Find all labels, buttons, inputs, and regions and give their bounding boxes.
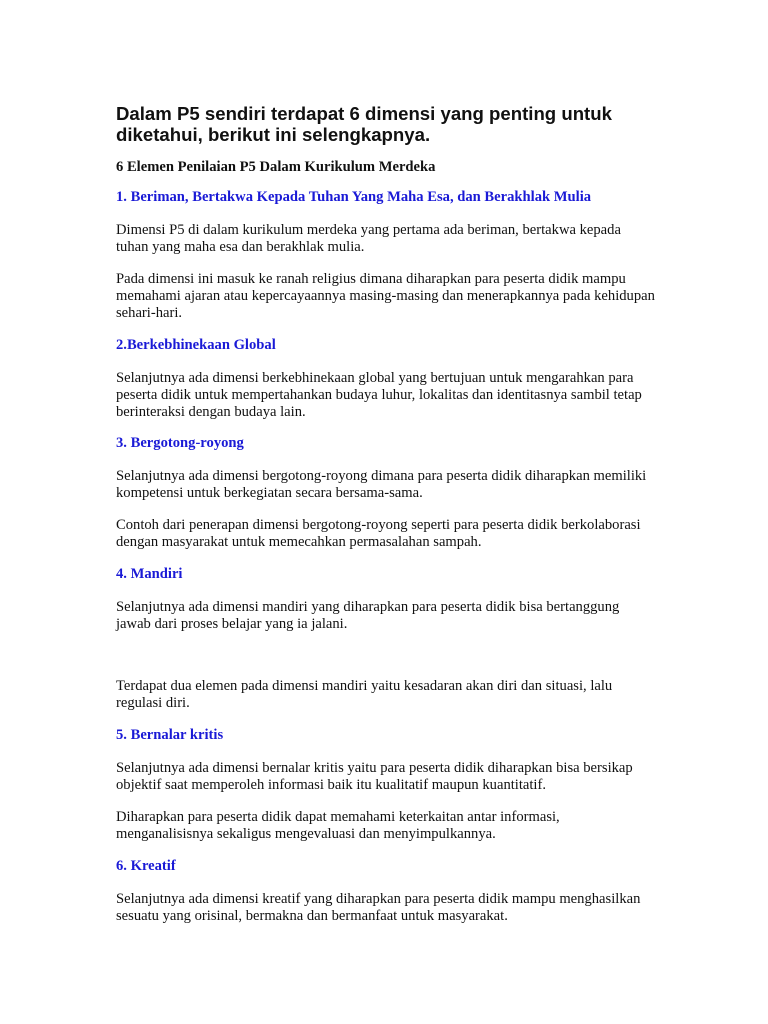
paragraph: Pada dimensi ini masuk ke ranah religius dimana diharapkan para peserta didik mampu memahami ajaran atau kepercayaannya masing-masing dan menerapkannya pada kehidupan sehari-hari.: [116, 271, 655, 321]
section-heading-2: 2.Berkebhinekaan Global: [116, 337, 276, 353]
document-title: Dalam P5 sendiri terdapat 6 dimensi yang penting untuk diketahui, berikut ini selengkapnya.: [116, 103, 612, 145]
paragraph: Dimensi P5 di dalam kurikulum merdeka yang pertama ada beriman, bertakwa kepada tuhan yang maha esa dan berakhlak mulia.: [116, 222, 621, 255]
subtitle: 6 Elemen Penilaian P5 Dalam Kurikulum Merdeka: [116, 159, 436, 175]
section-heading-5: 5. Bernalar kritis: [116, 727, 224, 743]
paragraph: Terdapat dua elemen pada dimensi mandiri yaitu kesadaran akan diri dan situasi, lalu regulasi diri.: [116, 678, 613, 711]
section-heading-4: 4. Mandiri: [116, 566, 183, 582]
paragraph: Contoh dari penerapan dimensi bergotong-royong seperti para peserta didik berkolaborasi dengan masyarakat untuk memecahkan permasalahan sampah.: [116, 517, 641, 550]
paragraph: Selanjutnya ada dimensi bergotong-royong dimana para peserta didik diharapkan memiliki kompetensi untuk berkegiatan secara bersama-sama.: [116, 468, 647, 501]
paragraph: Diharapkan para peserta didik dapat memahami keterkaitan antar informasi, menganalisisnya sekaligus mengevaluasi dan menyimpulkannya.: [116, 809, 560, 842]
section-heading-3: 3. Bergotong-royong: [116, 435, 244, 451]
paragraph: Selanjutnya ada dimensi berkebhinekaan global yang bertujuan untuk mengarahkan para peserta didik untuk mempertahankan budaya luhur, lokalitas dan identitasnya sambil tetap berinteraksi dengan budaya lain.: [116, 370, 642, 420]
section-heading-6: 6. Kreatif: [116, 858, 176, 874]
paragraph: Selanjutnya ada dimensi mandiri yang diharapkan para peserta didik bisa bertanggung jawab dari proses belajar yang ia jalani.: [116, 599, 620, 632]
paragraph: Selanjutnya ada dimensi kreatif yang diharapkan para peserta didik mampu menghasilkan sesuatu yang orisinal, bermakna dan bermanfaat untuk masyarakat.: [116, 891, 641, 924]
section-heading-1: 1. Beriman, Bertakwa Kepada Tuhan Yang Maha Esa, dan Berakhlak Mulia: [116, 189, 592, 205]
paragraph: Selanjutnya ada dimensi bernalar kritis yaitu para peserta didik diharapkan bisa bersikap objektif saat memperoleh informasi baik itu kualitatif maupun kuantitatif.: [116, 760, 633, 793]
